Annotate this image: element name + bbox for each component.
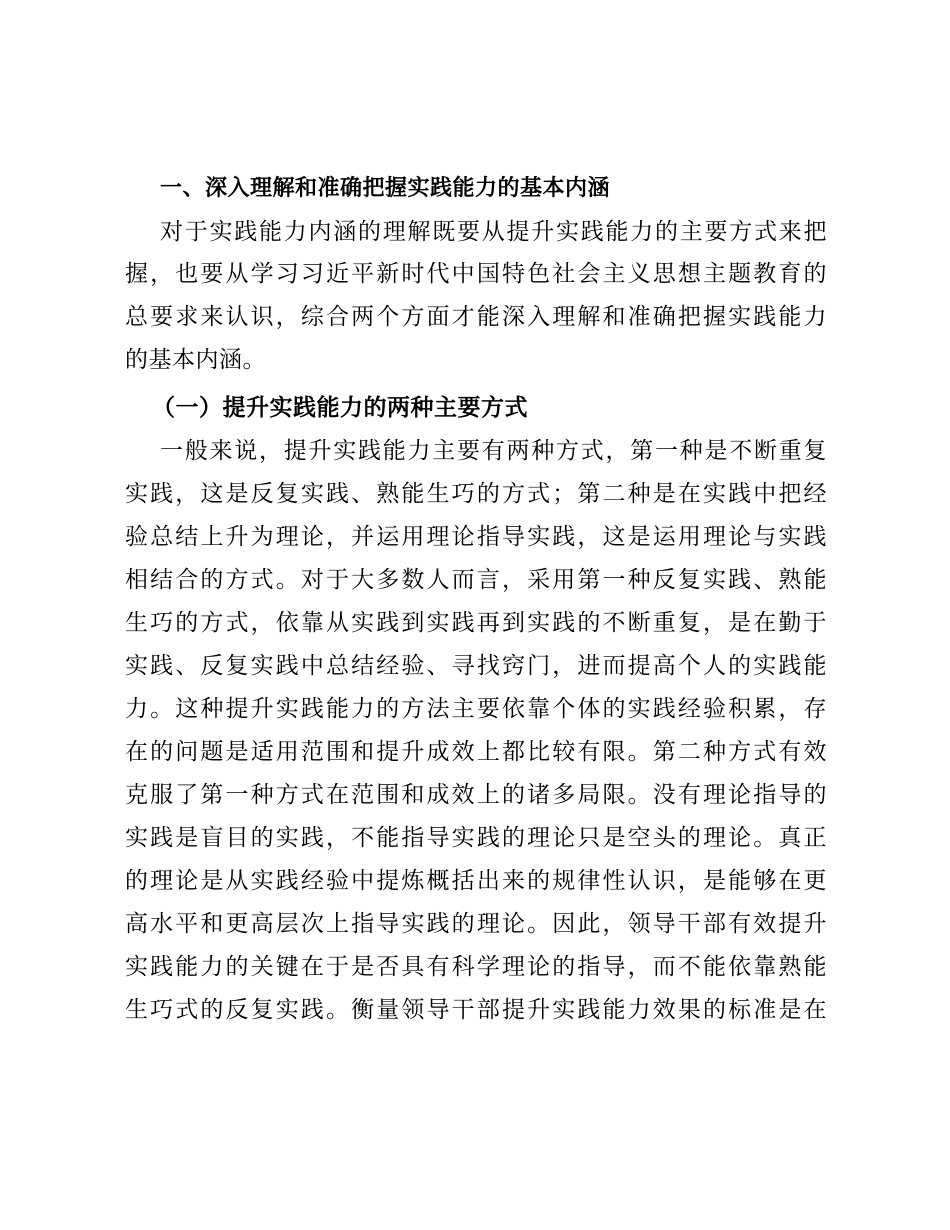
paragraph-line: 实践能力的关键在于是否具有科学理论的指导，而不能依靠熟能 <box>125 954 827 980</box>
paragraph-line: 实践，这是反复实践、熟能生巧的方式；第二种是在实践中把经 <box>125 481 827 507</box>
section-heading: 一、深入理解和准确把握实践能力的基本内涵 <box>160 176 611 201</box>
paragraph-line: 实践是盲目的实践，不能指导实践的理论只是空头的理论。真正 <box>125 825 827 851</box>
paragraph-line: 一般来说，提升实践能力主要有两种方式，第一种是不断重复 <box>160 438 827 464</box>
paragraph-line: 生巧式的反复实践。衡量领导干部提升实践能力效果的标准是在 <box>125 997 827 1023</box>
subsection-heading: （一）提升实践能力的两种主要方式 <box>152 394 528 421</box>
paragraph-line: 对于实践能力内涵的理解既要从提升实践能力的主要方式来把 <box>160 219 827 245</box>
paragraph-line: 生巧的方式，依靠从实践到实践再到实践的不断重复，是在勤于 <box>125 610 827 636</box>
paragraph-line: 实践、反复实践中总结经验、寻找窍门，进而提高个人的实践能 <box>125 653 827 679</box>
paragraph-line: 相结合的方式。对于大多数人而言，采用第一种反复实践、熟能 <box>125 567 827 593</box>
paragraph-line: 在的问题是适用范围和提升成效上都比较有限。第二种方式有效 <box>125 739 827 765</box>
paragraph-line: 高水平和更高层次上指导实践的理论。因此，领导干部有效提升 <box>125 911 827 937</box>
paragraph-line: 的基本内涵。 <box>125 347 266 373</box>
paragraph-line: 克服了第一种方式在范围和成效上的诸多局限。没有理论指导的 <box>125 782 827 808</box>
paragraph-line: 的理论是从实践经验中提炼概括出来的规律性认识，是能够在更 <box>125 868 827 894</box>
paragraph-line: 握，也要从学习习近平新时代中国特色社会主义思想主题教育的 <box>125 261 827 287</box>
paragraph-line: 验总结上升为理论，并运用理论指导实践，这是运用理论与实践 <box>125 524 827 550</box>
paragraph-line: 力。这种提升实践能力的方法主要依靠个体的实践经验积累，存 <box>125 696 827 722</box>
paragraph-line: 总要求来认识，综合两个方面才能深入理解和准确把握实践能力 <box>125 304 827 330</box>
